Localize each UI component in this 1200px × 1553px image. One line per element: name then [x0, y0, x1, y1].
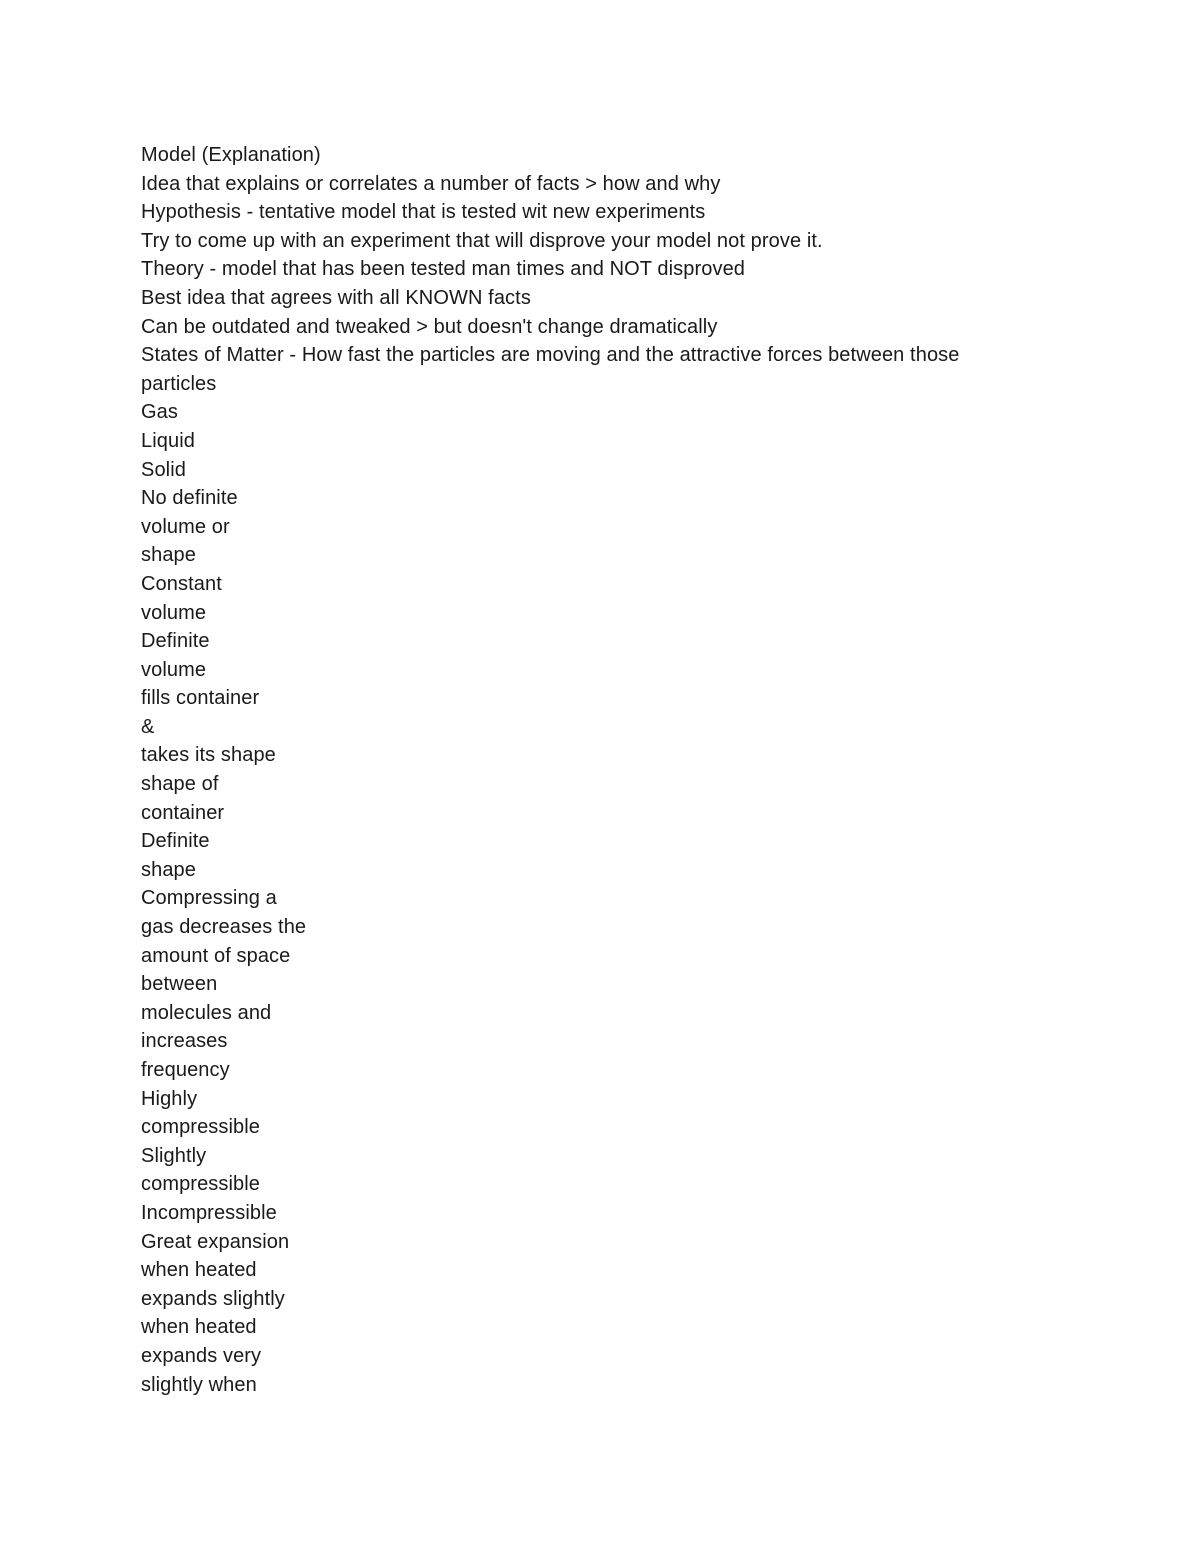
text-line: No definite	[141, 487, 238, 510]
text-line: amount of space	[141, 944, 291, 967]
text-line: Liquid	[141, 429, 195, 452]
text-line: shape	[141, 544, 196, 567]
text-line: container	[141, 801, 225, 824]
document-body	[141, 141, 1141, 1399]
text-line: particles	[141, 372, 217, 395]
text-line: Great expansion	[141, 1230, 290, 1253]
text-line: when heated	[141, 1316, 257, 1339]
text-line: volume	[141, 658, 207, 681]
text-line: expands slightly	[141, 1287, 285, 1310]
text-line: shape	[141, 858, 196, 881]
text-line: Constant	[141, 572, 222, 595]
text-line: volume	[141, 601, 207, 624]
text-line: compressible	[141, 1116, 261, 1139]
text-line: Best idea that agrees with all KNOWN facts	[141, 286, 531, 309]
text-line: shape of	[141, 773, 219, 796]
text-line: compressible	[141, 1173, 261, 1196]
text-line: volume or	[141, 515, 230, 538]
text-line: between	[141, 973, 218, 996]
text-line: frequency	[141, 1059, 230, 1081]
text-line: Definite	[141, 630, 210, 653]
text-line: Can be outdated and tweaked > but doesn't change dramatically	[141, 315, 718, 338]
text-line: slightly when	[141, 1373, 257, 1396]
text-line: Theory - model that has been tested man times and NOT disproved	[141, 258, 746, 281]
heading-model: Model (Explanation)	[141, 144, 321, 166]
text-line: Idea that explains or correlates a number of facts > how and why	[141, 172, 721, 195]
text-line: increases	[141, 1030, 228, 1053]
text-line: Gas	[141, 401, 178, 424]
text-line: Definite	[141, 830, 210, 853]
text-line: fills container	[141, 687, 260, 710]
text-line: Hypothesis - tentative model that is tested wit new experiments	[141, 201, 706, 224]
text-line: Try to come up with an experiment that will disprove your model not prove it.	[141, 229, 823, 252]
text-line: expands very	[141, 1344, 262, 1367]
text-line: &	[141, 715, 155, 738]
text-line: takes its shape	[141, 744, 276, 767]
text-line: States of Matter - How fast the particles are moving and the attractive forces between those	[141, 344, 960, 367]
text-line: Compressing a	[141, 887, 277, 910]
text-line: gas decreases the	[141, 916, 307, 939]
text-line: Solid	[141, 458, 186, 481]
text-line: molecules and	[141, 1001, 272, 1024]
text-line: Incompressible	[141, 1201, 277, 1224]
text-line: when heated	[141, 1259, 257, 1282]
text-line: Slightly	[141, 1144, 207, 1167]
text-line: Highly	[141, 1087, 198, 1110]
